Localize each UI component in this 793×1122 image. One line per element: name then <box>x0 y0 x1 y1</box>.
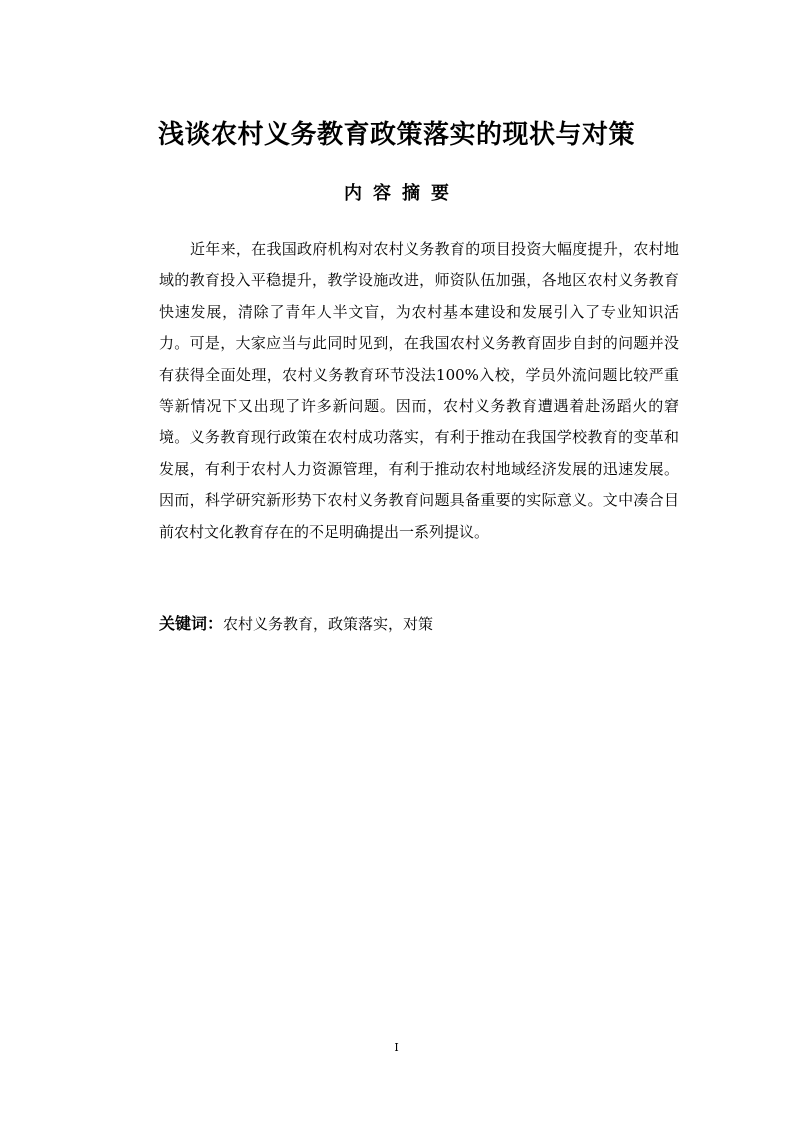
abstract-paragraph: 近年来，在我国政府机构对农村义务教育的项目投资大幅度提升，农村地域的教育投入平稳提升，教学设施改进，师资队伍加强，各地区农村义务教育快速发展，清除了青年人半文盲，为农村基本建设和发展引入了专业知识活力。可是，大家应当与此同时见到，在我国农村义务教育固步自封的问题并没有获得全面处理，农村义务教育环节没法100%入校，学员外流问题比较严重等新情况下又出现了许多新问题。因而，农村义务教育遭遇着赴汤蹈火的窘境。义务教育现行政策在农村成功落实，有利于推动在我国学校教育的变革和发展，有利于农村人力资源管理，有利于推动农村地域经济发展的迅速发展。因而，科学研究新形势下农村义务教育问题具备重要的实际意义。文中凑合目前农村文化教育存在的不足明确提出一系列提议。 <box>159 240 679 541</box>
document-title: 浅谈农村义务教育政策落实的现状与对策 <box>157 120 635 150</box>
page-number: I <box>394 1041 399 1054</box>
keywords-line <box>159 611 679 637</box>
abstract-heading: 内容摘要 <box>344 183 460 204</box>
keywords-label: 关键词： <box>159 614 224 633</box>
keywords-text: 农村义务教育，政策落实，对策 <box>223 615 434 633</box>
